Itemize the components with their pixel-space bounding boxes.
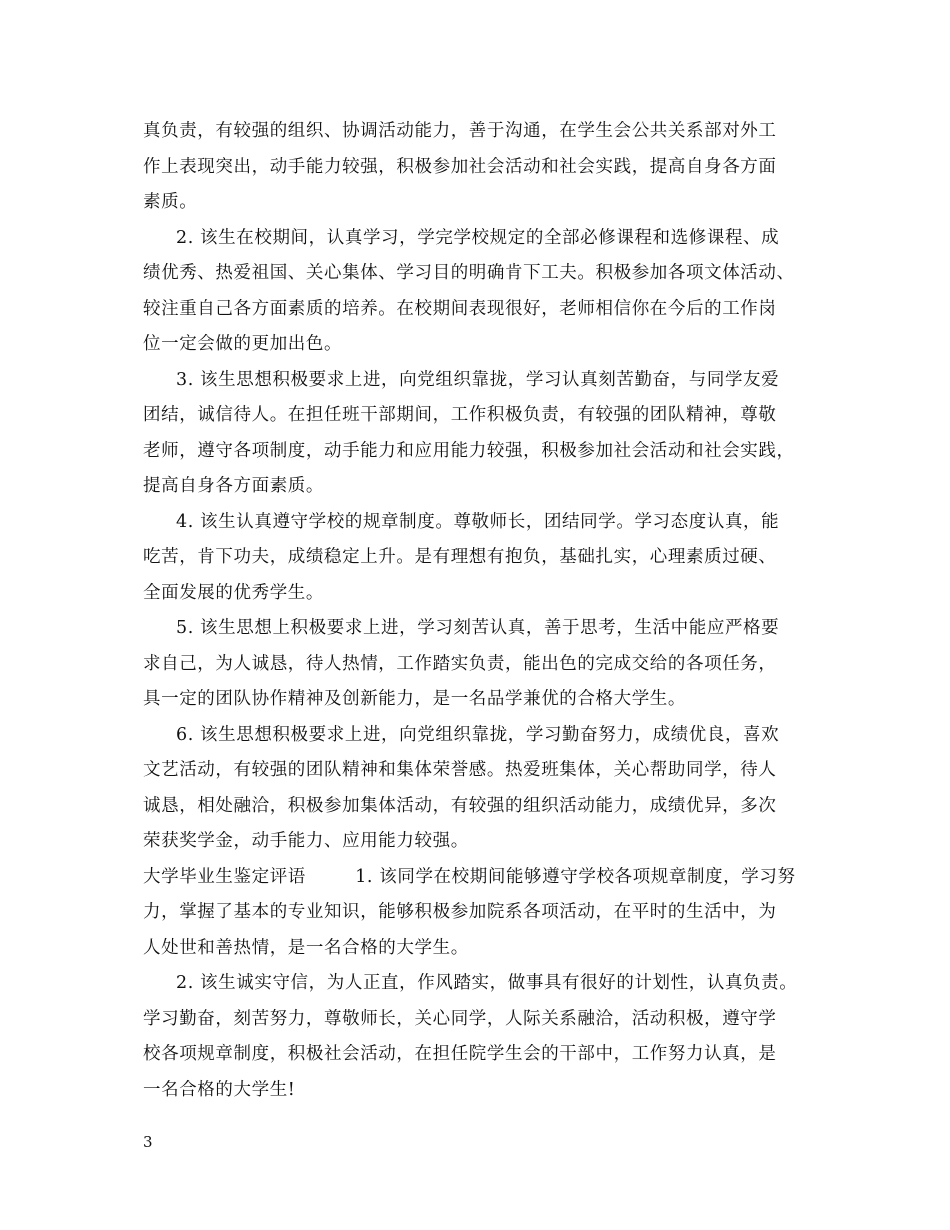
text-line: 求自己，为人诚恳，待人热情，工作踏实负责，能出色的完成交给的各项任务， [143,654,777,674]
text-line: 人处世和善热情，是一名合格的大学生。 [143,938,469,958]
text-line: 真负责，有较强的组织、协调活动能力，善于沟通，在学生会公共关系部对外工 [143,121,777,141]
text-line: 素质。 [143,192,198,212]
paragraph-start-line: 3. 该生思想积极要求上进，向党组织靠拢，学习认真刻苦勤奋，与同学友爱 [176,370,780,390]
text-line: 提高自身各方面素质。 [143,476,324,496]
text-line: 绩优秀、热爱祖国、关心集体、学习目的明确肯下工夫。积极参加各项文体活动、 [143,263,795,283]
text-line: 团结，诚信待人。在担任班干部期间，工作积极负责，有较强的团队精神，尊敬 [143,405,777,425]
text-line: 荣获奖学金，动手能力、应用能力较强。 [143,831,469,851]
text-line: 诚恳，相处融洽，积极参加集体活动，有较强的组织活动能力，成绩优异，多次 [143,796,777,816]
paragraph-start-line: 6. 该生思想积极要求上进，向党组织靠拢，学习勤奋努力，成绩优良，喜欢 [176,725,780,745]
text-line: 较注重自己各方面素质的培养。在校期间表现很好，老师相信你在今后的工作岗 [143,299,777,319]
text-line: 校各项规章制度，积极社会活动，在担任院学生会的干部中，工作努力认真，是 [143,1044,777,1064]
paragraph-start-line: 2. 该生诚实守信，为人正直，作风踏实，做事具有很好的计划性，认真负责。 [176,973,798,993]
text-line: 全面发展的优秀学生。 [143,583,324,603]
text-line: 具一定的团队协作精神及创新能力，是一名品学兼优的合格大学生。 [143,689,686,709]
text-line: 学习勤奋，刻苦努力，尊敬师长，关心同学，人际关系融洽，活动积极，遵守学 [143,1009,777,1029]
text-line: 文艺活动，有较强的团队精神和集体荣誉感。热爱班集体，关心帮助同学，待人 [143,760,777,780]
paragraph-start-line: 2. 该生在校期间，认真学习，学完学校规定的全部必修课程和选修课程、成 [176,228,780,248]
text-line: 老师，遵守各项制度，动手能力和应用能力较强，积极参加社会活动和社会实践， [143,441,795,461]
paragraph-start-line: 5. 该生思想上积极要求上进，学习刻苦认真，善于思考，生活中能应严格要 [176,618,780,638]
page-number: 3 [143,1133,153,1151]
text-line: 一名合格的大学生! [143,1080,296,1100]
section-heading-line: 大学毕业生鉴定评语 1. 该同学在校期间能够遵守学校各项规章制度，学习努 [143,867,796,887]
paragraph-start-line: 4. 该生认真遵守学校的规章制度。尊敬师长，团结同学。学习态度认真，能 [176,512,780,532]
text-line: 力，掌握了基本的专业知识，能够积极参加院系各项活动，在平时的生活中，为 [143,902,777,922]
text-line: 位一定会做的更加出色。 [143,334,343,354]
text-line: 吃苦，肯下功夫，成绩稳定上升。是有理想有抱负，基础扎实，心理素质过硬、 [143,547,777,567]
text-line: 作上表现突出，动手能力较强，积极参加社会活动和社会实践，提高自身各方面 [143,157,777,177]
